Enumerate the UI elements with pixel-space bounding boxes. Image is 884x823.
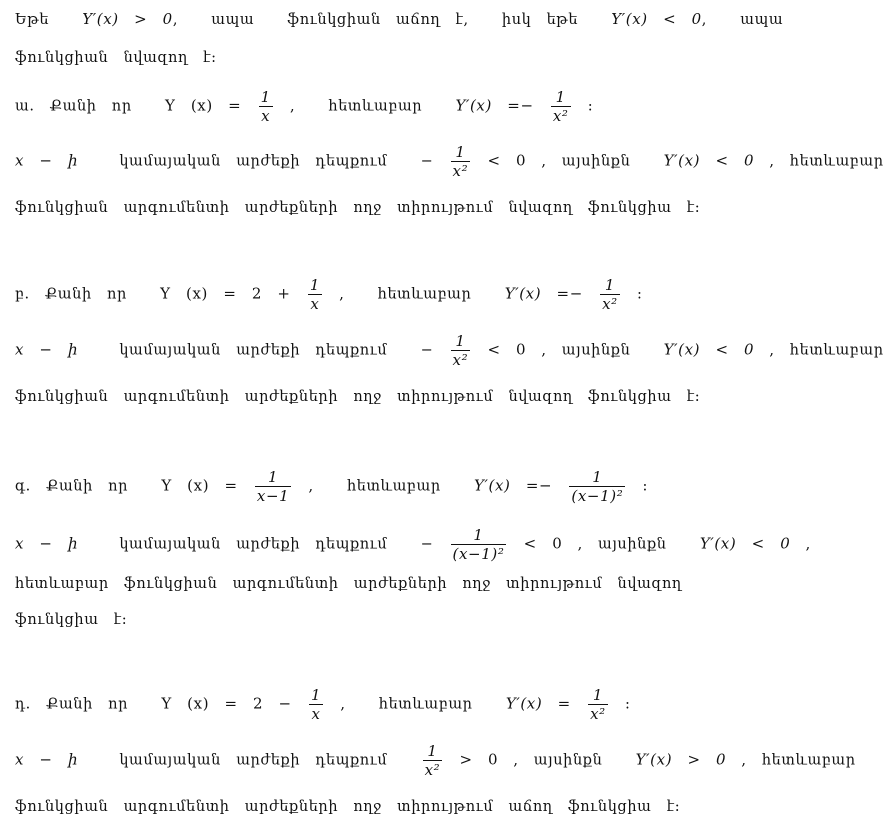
fraction-denominator: x — [261, 107, 271, 125]
item-c-definition — [15, 468, 648, 505]
item-b-definition — [15, 276, 643, 313]
item-c-func-suffix: , — [308, 478, 314, 495]
item-a-cond-fraction — [451, 143, 471, 180]
fraction-denominator: x² — [452, 351, 469, 369]
item-a-func-prefix: Y (x) = — [164, 96, 242, 115]
item-b-marker: բ. — [15, 286, 30, 303]
item-b-derivative-prefix: Y′(x) =− — [504, 284, 583, 303]
fraction-denominator: x² — [590, 705, 606, 723]
item-b-derivative-suffix: : — [637, 286, 643, 303]
item-b-func-prefix: Y (x) = 2 + — [160, 284, 291, 303]
intro-and-if: իսկ եթե — [501, 12, 579, 28]
item-b-cond-that: , այսինքն — [541, 342, 631, 359]
item-d-cond-that: , այսինքն — [513, 752, 603, 769]
fraction-numerator: 1 — [551, 88, 571, 107]
item-c-cond-fraction — [451, 526, 507, 563]
item-c-cond-y: Y′(x) < 0 — [699, 534, 791, 553]
intro-then: ապա — [211, 12, 255, 28]
intro-line-2: ֆունկցիան նվազող է: — [15, 50, 217, 66]
item-d-derivative-fraction — [588, 686, 608, 723]
fraction-denominator: x² — [452, 162, 469, 180]
item-c-conclusion-b: ֆունկցիա է: — [15, 612, 128, 628]
item-a-derivative-prefix: Y′(x) =− — [455, 96, 534, 115]
item-c-hence: հետևաբար — [346, 478, 441, 495]
item-d-cond-y: Y′(x) > 0 — [635, 750, 727, 769]
item-a-conclusion: ֆունկցիան արգումենտի արժեքների ողջ տիրույթում նվազող ֆունկցիա է: — [15, 200, 701, 216]
item-a-derivative-fraction — [551, 88, 571, 125]
item-d-derivative-suffix: : — [624, 696, 631, 713]
fraction-numerator: 1 — [451, 143, 471, 162]
item-d-hence: հետևաբար — [378, 696, 473, 713]
fraction-denominator: x — [311, 705, 321, 723]
item-d-derivative-prefix: Y′(x) = — [505, 694, 571, 713]
item-b-conclusion: ֆունկցիան արգումենտի արժեքների ողջ տիրույթում նվազող ֆունկցիա է: — [15, 389, 701, 405]
fraction-denominator: x — [310, 295, 320, 313]
item-d-marker: դ. — [15, 696, 31, 713]
item-a-func-suffix: , — [289, 98, 296, 115]
fraction-denominator: x² — [552, 107, 569, 125]
item-a-derivative-suffix: : — [587, 98, 594, 115]
item-a-cond-sign: − — [420, 153, 434, 170]
intro-y-negative: Y′(x) < 0 — [611, 10, 702, 28]
fraction-denominator: x² — [424, 761, 441, 779]
item-c-lead: Քանի որ — [46, 478, 129, 495]
intro-y-positive: Y′(x) > 0 — [82, 10, 173, 28]
item-a-func-fraction — [259, 88, 273, 125]
item-d-conclusion: ֆունկցիան արգումենտի արժեքների ողջ տիրույթում աճող ֆունկցիա է: — [15, 799, 681, 815]
item-b-func-fraction — [308, 276, 322, 313]
item-b-cond-sign: − — [420, 342, 434, 359]
fraction-denominator: x−1 — [256, 487, 290, 505]
item-a-hence: հետևաբար — [328, 98, 423, 115]
item-c-conclusion-a: հետևաբար ֆունկցիան արգումենտի արժեքների ողջ տիրույթում նվազող — [15, 576, 682, 592]
item-b-condition — [15, 332, 884, 369]
item-d-condition — [15, 742, 856, 779]
item-b-cond-text: կամայական արժեքի դեպքում — [119, 342, 388, 359]
item-c-func-fraction — [255, 468, 291, 505]
item-c-cond-sign: − — [420, 536, 434, 553]
item-a-marker: ա. — [15, 98, 35, 115]
item-b-cond-hence: , հետևաբար — [769, 342, 884, 359]
item-a-cond-text: կամայական արժեքի դեպքում — [119, 153, 388, 170]
item-c-func-prefix: Y (x) = — [161, 476, 238, 495]
item-b-hence: հետևաբար — [377, 286, 472, 303]
item-d-cond-var: x − ի — [15, 750, 79, 769]
fraction-numerator: 1 — [600, 276, 620, 295]
item-a-cond-rel: < 0 — [487, 151, 527, 170]
item-c-derivative-suffix: : — [642, 478, 649, 495]
item-d-cond-rel: > 0 — [459, 750, 499, 769]
item-b-func-suffix: , — [339, 286, 345, 303]
fraction-numerator: 1 — [309, 276, 320, 294]
item-d-cond-hence: , հետևաբար — [741, 752, 856, 769]
intro-increasing: ֆունկցիան աճող է, — [287, 12, 469, 28]
item-c-derivative-prefix: Y′(x) =− — [474, 476, 553, 495]
item-d-lead: Քանի որ — [46, 696, 129, 713]
fraction-numerator: 1 — [569, 468, 625, 487]
item-d-func-fraction — [309, 686, 323, 723]
item-b-cond-fraction — [451, 332, 471, 369]
item-a-cond-var: x − ի — [15, 151, 79, 170]
item-a-definition — [15, 88, 593, 125]
item-d-func-prefix: Y (x) = 2 − — [161, 694, 292, 713]
item-b-cond-y: Y′(x) < 0 — [663, 340, 755, 359]
intro-line-1: Եթե Y′(x) > 0, ապա ֆունկցիան աճող է, իսկ եթե Y′(x) < 0, ապա — [15, 10, 784, 28]
item-c-cond-that: , այսինքն — [577, 536, 667, 553]
fraction-numerator: 1 — [260, 88, 271, 106]
intro-then-2: ապա — [740, 12, 784, 28]
item-d-cond-fraction — [423, 742, 443, 779]
item-a-lead: Քանի որ — [49, 98, 132, 115]
item-d-func-suffix: , — [340, 696, 346, 713]
fraction-numerator: 1 — [451, 332, 471, 351]
fraction-numerator: 1 — [451, 526, 507, 545]
item-a-cond-y: Y′(x) < 0 — [663, 151, 755, 170]
item-b-derivative-fraction — [600, 276, 620, 313]
item-c-cond-rel: < 0 — [523, 534, 563, 553]
item-b-lead: Քանի որ — [44, 286, 127, 303]
item-b-cond-rel: < 0 — [487, 340, 527, 359]
fraction-numerator: 1 — [310, 686, 322, 704]
item-a-cond-hence: , հետևաբար — [769, 153, 884, 170]
item-c-cond-hence: , — [805, 536, 811, 553]
item-a-cond-that: , այսինքն — [541, 153, 631, 170]
fraction-denominator: x² — [602, 295, 618, 313]
fraction-denominator: (x−1)² — [571, 487, 624, 505]
item-d-cond-text: կամայական արժեքի դեպքում — [119, 752, 388, 769]
item-c-marker: գ. — [15, 478, 31, 495]
item-c-condition — [15, 526, 811, 563]
fraction-numerator: 1 — [423, 742, 443, 761]
fraction-denominator: (x−1)² — [452, 545, 505, 563]
item-a-condition — [15, 143, 884, 180]
item-c-derivative-fraction — [569, 468, 625, 505]
item-b-cond-var: x − ի — [15, 340, 79, 359]
item-c-cond-text: կամայական արժեքի դեպքում — [119, 536, 388, 553]
fraction-numerator: 1 — [588, 686, 608, 705]
intro-if: Եթե — [15, 12, 50, 28]
fraction-numerator: 1 — [255, 468, 291, 487]
item-c-cond-var: x − ի — [15, 534, 79, 553]
item-d-definition — [15, 686, 630, 723]
